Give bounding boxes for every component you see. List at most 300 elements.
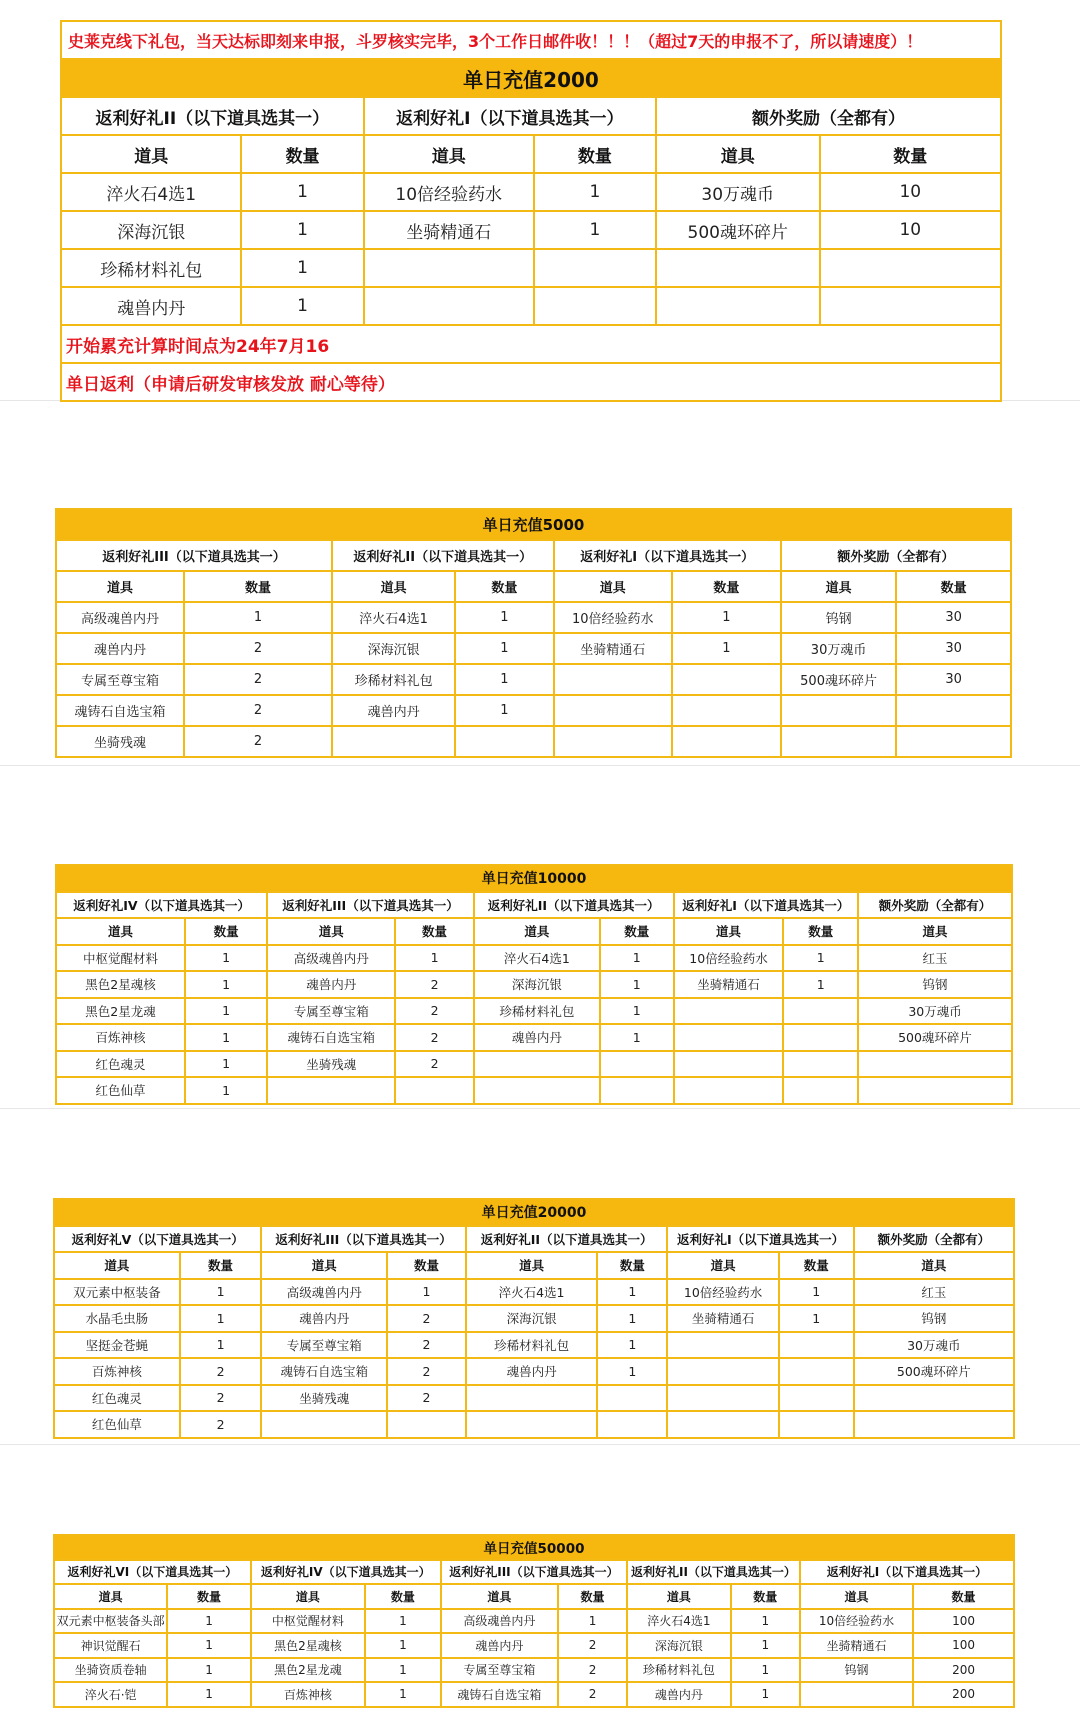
group-header: 返利好礼I（以下道具选其一）: [667, 1226, 853, 1253]
table-row: [56, 998, 1012, 1025]
group-header: 返利好礼III（以下道具选其一）: [261, 1226, 465, 1253]
item-cell: [554, 664, 672, 695]
qty-cell: 2: [558, 1658, 627, 1683]
table-row: [54, 1658, 1014, 1683]
qty-cell: 1: [241, 173, 363, 211]
item-cell: 黑色2星魂核: [56, 971, 185, 998]
qty-cell: [779, 1385, 854, 1412]
item-cell: 红色魂灵: [56, 1051, 185, 1078]
qty-cell: 1: [672, 602, 781, 633]
tier-title: 单日充值20000: [54, 1199, 1014, 1226]
item-cell: 中枢觉醒材料: [56, 945, 185, 972]
qty-cell: [387, 1411, 466, 1438]
item-cell: 淬火石4选1: [474, 945, 600, 972]
item-cell: 高级魂兽内丹: [261, 1279, 387, 1306]
table-row: [56, 602, 1011, 633]
item-cell: 魂兽内丹: [56, 633, 184, 664]
qty-cell: [534, 249, 656, 287]
group-header: 返利好礼II（以下道具选其一）: [332, 540, 554, 571]
col-item-header: 道具: [781, 571, 897, 602]
table-row: [54, 1279, 1014, 1306]
item-cell: 坐骑残魂: [56, 726, 184, 757]
item-cell: 10倍经验药水: [667, 1279, 778, 1306]
item-cell: [781, 726, 897, 757]
group-header: 额外奖励（全都有）: [781, 540, 1011, 571]
table-row: [61, 173, 1001, 211]
qty-cell: 1: [365, 1658, 441, 1683]
group-header: 额外奖励（全都有）: [854, 1226, 1014, 1253]
item-cell: [364, 287, 534, 325]
group-header: 返利好礼IV（以下道具选其一）: [56, 892, 267, 919]
table-row: [56, 945, 1012, 972]
qty-cell: 2: [387, 1305, 466, 1332]
item-cell: 坐骑残魂: [267, 1051, 395, 1078]
qty-cell: 2: [184, 664, 332, 695]
item-cell: 坐骑精通石: [364, 211, 534, 249]
item-cell: [667, 1385, 778, 1412]
qty-cell: [896, 695, 1011, 726]
table-row: [54, 1682, 1014, 1707]
item-cell: [667, 1332, 778, 1359]
item-cell: 坐骑精通石: [667, 1305, 778, 1332]
recharge-5000-table: [55, 508, 1012, 758]
col-item-header: 道具: [56, 571, 184, 602]
qty-cell: 2: [395, 1051, 473, 1078]
qty-cell: 200: [913, 1682, 1014, 1707]
item-cell: 双元素中枢装备头部: [54, 1609, 167, 1634]
col-item-header: 道具: [554, 571, 672, 602]
qty-cell: 1: [167, 1609, 251, 1634]
item-cell: 淬火石4选1: [61, 173, 241, 211]
col-item-header: 道具: [627, 1584, 731, 1609]
qty-cell: 1: [534, 173, 656, 211]
item-cell: 黑色2星龙魂: [251, 1658, 365, 1683]
item-cell: 坐骑精通石: [800, 1633, 913, 1658]
item-cell: [267, 1077, 395, 1104]
item-cell: 淬火石4选1: [627, 1609, 731, 1634]
qty-cell: 30: [896, 633, 1011, 664]
qty-cell: [896, 726, 1011, 757]
recharge-20000-table: [53, 1198, 1015, 1439]
qty-cell: [672, 695, 781, 726]
qty-cell: 1: [241, 211, 363, 249]
table-row: [56, 664, 1011, 695]
col-qty-header: 数量: [896, 571, 1011, 602]
qty-cell: 1: [167, 1658, 251, 1683]
col-item-header: 道具: [474, 918, 600, 945]
table-row: [61, 249, 1001, 287]
col-qty-header: 数量: [180, 1252, 262, 1279]
qty-cell: 1: [365, 1609, 441, 1634]
qty-cell: 1: [455, 633, 553, 664]
table-row: [54, 1358, 1014, 1385]
table-row: [56, 971, 1012, 998]
qty-cell: 1: [185, 971, 267, 998]
qty-cell: 30: [896, 664, 1011, 695]
item-cell: 魂铸石自选宝箱: [267, 1024, 395, 1051]
qty-cell: 2: [387, 1358, 466, 1385]
table-row: [61, 287, 1001, 325]
col-item-header: 道具: [800, 1584, 913, 1609]
item-cell: [858, 1077, 1012, 1104]
group-header: 返利好礼II（以下道具选其一）: [627, 1560, 800, 1585]
qty-cell: [779, 1358, 854, 1385]
group-header: 返利好礼I（以下道具选其一）: [554, 540, 781, 571]
item-cell: [674, 1051, 784, 1078]
col-qty-header: 数量: [779, 1252, 854, 1279]
item-cell: 双元素中枢装备: [54, 1279, 180, 1306]
item-cell: [656, 249, 820, 287]
item-cell: 珍稀材料礼包: [61, 249, 241, 287]
item-cell: 魂兽内丹: [261, 1305, 387, 1332]
qty-cell: [783, 1077, 858, 1104]
qty-cell: 1: [600, 971, 674, 998]
group-header: 返利好礼I（以下道具选其一）: [674, 892, 859, 919]
item-cell: [674, 1024, 784, 1051]
item-cell: [854, 1385, 1014, 1412]
qty-cell: 1: [185, 998, 267, 1025]
group-header: 额外奖励（全都有）: [656, 97, 1001, 135]
qty-cell: 10: [820, 173, 1001, 211]
col-item-header: 道具: [251, 1584, 365, 1609]
item-cell: 10倍经验药水: [674, 945, 784, 972]
qty-cell: 1: [365, 1682, 441, 1707]
qty-cell: 1: [558, 1609, 627, 1634]
table-row: [56, 1024, 1012, 1051]
item-cell: [674, 1077, 784, 1104]
qty-cell: 1: [167, 1682, 251, 1707]
item-cell: 深海沉银: [61, 211, 241, 249]
qty-cell: 1: [455, 664, 553, 695]
col-qty-header: 数量: [455, 571, 553, 602]
item-cell: 500魂环碎片: [858, 1024, 1012, 1051]
item-cell: 深海沉银: [332, 633, 455, 664]
item-cell: 红色仙草: [56, 1077, 185, 1104]
item-cell: 高级魂兽内丹: [267, 945, 395, 972]
table-row: [54, 1305, 1014, 1332]
qty-cell: [783, 1024, 858, 1051]
qty-cell: 1: [241, 249, 363, 287]
item-cell: 魂兽内丹: [441, 1633, 558, 1658]
col-item-header: 道具: [332, 571, 455, 602]
item-cell: [474, 1051, 600, 1078]
item-cell: [667, 1411, 778, 1438]
table-row: [54, 1411, 1014, 1438]
item-cell: 专属至尊宝箱: [267, 998, 395, 1025]
qty-cell: 2: [395, 1024, 473, 1051]
item-cell: 30万魂币: [781, 633, 897, 664]
item-cell: 珍稀材料礼包: [332, 664, 455, 695]
qty-cell: 100: [913, 1633, 1014, 1658]
item-cell: [332, 726, 455, 757]
qty-cell: 1: [783, 945, 858, 972]
qty-cell: 1: [180, 1332, 262, 1359]
qty-cell: 1: [783, 971, 858, 998]
col-qty-header: 数量: [241, 135, 363, 173]
item-cell: 红色仙草: [54, 1411, 180, 1438]
item-cell: 珍稀材料礼包: [474, 998, 600, 1025]
group-header: 返利好礼VI（以下道具选其一）: [54, 1560, 251, 1585]
item-cell: [554, 726, 672, 757]
item-cell: 魂铸石自选宝箱: [261, 1358, 387, 1385]
qty-cell: 1: [241, 287, 363, 325]
col-qty-header: 数量: [184, 571, 332, 602]
qty-cell: [597, 1411, 667, 1438]
recharge-50000-table: [53, 1534, 1015, 1708]
item-cell: [466, 1411, 598, 1438]
item-cell: 珍稀材料礼包: [627, 1658, 731, 1683]
item-cell: [554, 695, 672, 726]
col-qty-header: 数量: [558, 1584, 627, 1609]
qty-cell: 1: [180, 1305, 262, 1332]
col-item-header: 道具: [267, 918, 395, 945]
group-header: 返利好礼I（以下道具选其一）: [800, 1560, 1014, 1585]
qty-cell: [455, 726, 553, 757]
col-item-header: 道具: [674, 918, 784, 945]
item-cell: [781, 695, 897, 726]
item-cell: 魂铸石自选宝箱: [56, 695, 184, 726]
item-cell: 红色魂灵: [54, 1385, 180, 1412]
item-cell: [674, 998, 784, 1025]
col-qty-header: 数量: [600, 918, 674, 945]
col-item-header: 道具: [364, 135, 534, 173]
item-cell: [364, 249, 534, 287]
tier-title: 单日充值50000: [54, 1535, 1014, 1560]
col-qty-header: 数量: [395, 918, 473, 945]
qty-cell: 1: [180, 1279, 262, 1306]
item-cell: 专属至尊宝箱: [56, 664, 184, 695]
qty-cell: [779, 1411, 854, 1438]
item-cell: 百炼神核: [251, 1682, 365, 1707]
col-qty-header: 数量: [597, 1252, 667, 1279]
qty-cell: 2: [180, 1411, 262, 1438]
item-cell: 百炼神核: [56, 1024, 185, 1051]
qty-cell: 1: [600, 1024, 674, 1051]
col-qty-header: 数量: [913, 1584, 1014, 1609]
qty-cell: 2: [387, 1332, 466, 1359]
item-cell: 10倍经验药水: [554, 602, 672, 633]
item-cell: 钨钢: [858, 971, 1012, 998]
qty-cell: 1: [455, 695, 553, 726]
qty-cell: [395, 1077, 473, 1104]
col-item-header: 道具: [54, 1252, 180, 1279]
item-cell: 淬火石4选1: [332, 602, 455, 633]
item-cell: 魂兽内丹: [332, 695, 455, 726]
item-cell: 30万魂币: [656, 173, 820, 211]
item-cell: 坐骑精通石: [674, 971, 784, 998]
item-cell: 神识觉醒石: [54, 1633, 167, 1658]
item-cell: [656, 287, 820, 325]
item-cell: 500魂环碎片: [854, 1358, 1014, 1385]
table-row: [54, 1633, 1014, 1658]
table-row: [54, 1609, 1014, 1634]
item-cell: [261, 1411, 387, 1438]
qty-cell: 1: [597, 1279, 667, 1306]
group-header: 返利好礼V（以下道具选其一）: [54, 1226, 261, 1253]
qty-cell: 2: [387, 1385, 466, 1412]
qty-cell: 1: [597, 1305, 667, 1332]
item-cell: [474, 1077, 600, 1104]
col-item-header: 道具: [54, 1584, 167, 1609]
recharge-2000-table: [60, 20, 1002, 402]
col-qty-header: 数量: [365, 1584, 441, 1609]
qty-cell: 1: [600, 998, 674, 1025]
col-item-header: 道具: [858, 918, 1012, 945]
qty-cell: [672, 664, 781, 695]
qty-cell: 1: [395, 945, 473, 972]
qty-cell: [672, 726, 781, 757]
qty-cell: 1: [185, 1024, 267, 1051]
qty-cell: 1: [185, 1077, 267, 1104]
qty-cell: 30: [896, 602, 1011, 633]
item-cell: 钨钢: [781, 602, 897, 633]
item-cell: 10倍经验药水: [800, 1609, 913, 1634]
qty-cell: 1: [779, 1279, 854, 1306]
group-header: 返利好礼III（以下道具选其一）: [267, 892, 473, 919]
recharge-10000-table: [55, 864, 1013, 1105]
item-cell: 红玉: [858, 945, 1012, 972]
item-cell: 珍稀材料礼包: [466, 1332, 598, 1359]
group-header: 返利好礼IV（以下道具选其一）: [251, 1560, 441, 1585]
qty-cell: 2: [184, 695, 332, 726]
item-cell: 魂兽内丹: [474, 1024, 600, 1051]
item-cell: 500魂环碎片: [781, 664, 897, 695]
item-cell: 深海沉银: [627, 1633, 731, 1658]
qty-cell: 1: [534, 211, 656, 249]
item-cell: 坚挺金苍蝇: [54, 1332, 180, 1359]
qty-cell: 2: [558, 1682, 627, 1707]
qty-cell: 1: [731, 1658, 800, 1683]
item-cell: [854, 1411, 1014, 1438]
qty-cell: [820, 287, 1001, 325]
item-cell: 魂铸石自选宝箱: [441, 1682, 558, 1707]
qty-cell: 1: [185, 1051, 267, 1078]
qty-cell: 1: [731, 1682, 800, 1707]
col-qty-header: 数量: [731, 1584, 800, 1609]
qty-cell: 1: [731, 1609, 800, 1634]
qty-cell: 2: [184, 633, 332, 664]
qty-cell: [783, 1051, 858, 1078]
col-qty-header: 数量: [167, 1584, 251, 1609]
group-header: 额外奖励（全都有）: [858, 892, 1012, 919]
item-cell: 30万魂币: [858, 998, 1012, 1025]
start-date-note: 开始累充计算时间点为24年7月16: [61, 325, 1001, 363]
group-header: 返利好礼II（以下道具选其一）: [474, 892, 674, 919]
qty-cell: [820, 249, 1001, 287]
table-row: [56, 1051, 1012, 1078]
qty-cell: 2: [395, 971, 473, 998]
qty-cell: 1: [184, 602, 332, 633]
qty-cell: 1: [600, 945, 674, 972]
col-item-header: 道具: [441, 1584, 558, 1609]
item-cell: 红玉: [854, 1279, 1014, 1306]
qty-cell: 1: [167, 1633, 251, 1658]
qty-cell: [534, 287, 656, 325]
item-cell: 魂兽内丹: [466, 1358, 598, 1385]
col-qty-header: 数量: [185, 918, 267, 945]
item-cell: 坐骑残魂: [261, 1385, 387, 1412]
col-item-header: 道具: [854, 1252, 1014, 1279]
col-qty-header: 数量: [672, 571, 781, 602]
qty-cell: 1: [672, 633, 781, 664]
col-item-header: 道具: [56, 918, 185, 945]
qty-cell: 1: [597, 1358, 667, 1385]
item-cell: 30万魂币: [854, 1332, 1014, 1359]
item-cell: 专属至尊宝箱: [261, 1332, 387, 1359]
qty-cell: 1: [597, 1332, 667, 1359]
qty-cell: 2: [180, 1385, 262, 1412]
table-row: [61, 211, 1001, 249]
item-cell: 高级魂兽内丹: [56, 602, 184, 633]
col-qty-header: 数量: [387, 1252, 466, 1279]
col-item-header: 道具: [656, 135, 820, 173]
notice-text: 史莱克线下礼包，当天达标即刻来申报，斗罗核实完毕，3个工作日邮件收！！！（超过7天的申报不了，所以请速度）！: [61, 21, 1001, 59]
qty-cell: 10: [820, 211, 1001, 249]
item-cell: 坐骑资质卷轴: [54, 1658, 167, 1683]
table-row: [56, 633, 1011, 664]
item-cell: 魂兽内丹: [267, 971, 395, 998]
qty-cell: [597, 1385, 667, 1412]
item-cell: 深海沉银: [466, 1305, 598, 1332]
item-cell: [800, 1682, 913, 1707]
qty-cell: [779, 1332, 854, 1359]
item-cell: [667, 1358, 778, 1385]
item-cell: 淬火石·铠: [54, 1682, 167, 1707]
group-header: 返利好礼II（以下道具选其一）: [466, 1226, 668, 1253]
qty-cell: 2: [395, 998, 473, 1025]
item-cell: 专属至尊宝箱: [441, 1658, 558, 1683]
col-qty-header: 数量: [534, 135, 656, 173]
tier-title: 单日充值5000: [56, 509, 1011, 540]
group-header: 返利好礼I（以下道具选其一）: [364, 97, 656, 135]
qty-cell: [783, 998, 858, 1025]
qty-cell: 1: [387, 1279, 466, 1306]
qty-cell: 1: [185, 945, 267, 972]
item-cell: 水晶毛虫肠: [54, 1305, 180, 1332]
col-item-header: 道具: [61, 135, 241, 173]
qty-cell: 1: [365, 1633, 441, 1658]
item-cell: [858, 1051, 1012, 1078]
item-cell: 高级魂兽内丹: [441, 1609, 558, 1634]
item-cell: 黑色2星龙魂: [56, 998, 185, 1025]
qty-cell: 1: [455, 602, 553, 633]
qty-cell: 200: [913, 1658, 1014, 1683]
item-cell: 百炼神核: [54, 1358, 180, 1385]
tier-title: 单日充值2000: [61, 59, 1001, 97]
qty-cell: 2: [558, 1633, 627, 1658]
col-item-header: 道具: [466, 1252, 598, 1279]
item-cell: 500魂环碎片: [656, 211, 820, 249]
table-row: [56, 726, 1011, 757]
col-item-header: 道具: [667, 1252, 778, 1279]
qty-cell: 2: [180, 1358, 262, 1385]
item-cell: 钨钢: [800, 1658, 913, 1683]
col-qty-header: 数量: [820, 135, 1001, 173]
group-header: 返利好礼III（以下道具选其一）: [441, 1560, 627, 1585]
table-row: [54, 1332, 1014, 1359]
item-cell: 深海沉银: [474, 971, 600, 998]
group-header: 返利好礼III（以下道具选其一）: [56, 540, 332, 571]
qty-cell: 100: [913, 1609, 1014, 1634]
qty-cell: 1: [731, 1633, 800, 1658]
item-cell: 淬火石4选1: [466, 1279, 598, 1306]
item-cell: 黑色2星魂核: [251, 1633, 365, 1658]
daily-rebate-note: 单日返利（申请后研发审核发放 耐心等待）: [61, 363, 1001, 401]
item-cell: 钨钢: [854, 1305, 1014, 1332]
item-cell: 10倍经验药水: [364, 173, 534, 211]
col-qty-header: 数量: [783, 918, 858, 945]
qty-cell: 1: [779, 1305, 854, 1332]
